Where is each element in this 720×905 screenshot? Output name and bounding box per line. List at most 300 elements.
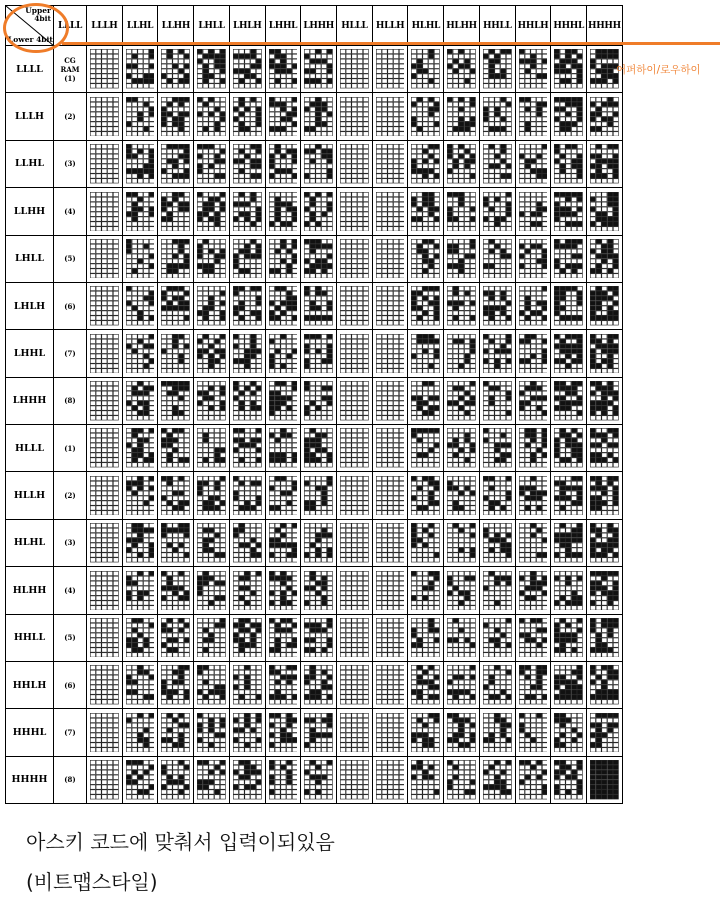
glyph-bitmap (447, 428, 476, 467)
glyph-cell (194, 709, 230, 756)
glyph-cell (408, 567, 444, 614)
row-header: LLLH (6, 93, 54, 140)
glyph-bitmap (304, 476, 333, 515)
glyph-bitmap (233, 97, 262, 136)
glyph-cell (301, 425, 337, 472)
glyph-cell (87, 282, 123, 329)
cgram-cell: (7) (54, 330, 87, 377)
cgram-cell: (3) (54, 519, 87, 566)
glyph-cell (444, 377, 480, 424)
glyph-bitmap (90, 618, 119, 657)
glyph-bitmap (483, 428, 512, 467)
glyph-cell (479, 614, 515, 661)
glyph-cell (229, 377, 265, 424)
glyph-bitmap (197, 49, 226, 88)
glyph-bitmap (554, 239, 583, 278)
glyph-cell (515, 519, 551, 566)
glyph-cell (372, 472, 408, 519)
glyph-bitmap (519, 428, 548, 467)
glyph-cell (158, 235, 194, 282)
column-header: LLLL (54, 6, 87, 46)
glyph-cell (229, 661, 265, 708)
glyph-cell (337, 519, 373, 566)
glyph-bitmap (269, 571, 298, 610)
glyph-cell (444, 709, 480, 756)
glyph-cell (372, 519, 408, 566)
glyph-cell (229, 709, 265, 756)
glyph-bitmap (304, 239, 333, 278)
glyph-cell (408, 282, 444, 329)
glyph-bitmap (411, 192, 440, 231)
glyph-bitmap (519, 713, 548, 752)
glyph-cell (229, 235, 265, 282)
glyph-cell (479, 46, 515, 93)
glyph-bitmap (304, 334, 333, 373)
glyph-bitmap (90, 239, 119, 278)
glyph-bitmap (483, 618, 512, 657)
glyph-bitmap (161, 97, 190, 136)
column-header: HHHL (551, 6, 587, 46)
glyph-bitmap (304, 523, 333, 562)
glyph-cell (408, 235, 444, 282)
row-header: HLLL (6, 425, 54, 472)
glyph-cell (515, 425, 551, 472)
cgram-cell: (2) (54, 472, 87, 519)
glyph-bitmap (483, 476, 512, 515)
glyph-bitmap (126, 713, 155, 752)
glyph-bitmap (126, 334, 155, 373)
glyph-bitmap (269, 665, 298, 704)
glyph-bitmap (340, 523, 369, 562)
glyph-cell (337, 330, 373, 377)
glyph-cell (408, 661, 444, 708)
cgram-cell: (6) (54, 661, 87, 708)
glyph-bitmap (447, 476, 476, 515)
glyph-bitmap (554, 381, 583, 420)
glyph-bitmap (197, 760, 226, 799)
glyph-bitmap (411, 476, 440, 515)
column-header: LLLH (87, 6, 123, 46)
glyph-bitmap (233, 571, 262, 610)
glyph-bitmap (554, 523, 583, 562)
glyph-bitmap (376, 49, 405, 88)
glyph-cell (551, 519, 587, 566)
glyph-bitmap (376, 286, 405, 325)
glyph-cell (265, 282, 301, 329)
glyph-bitmap (519, 239, 548, 278)
glyph-bitmap (519, 476, 548, 515)
glyph-cell (372, 709, 408, 756)
glyph-cell (301, 519, 337, 566)
glyph-cell (551, 282, 587, 329)
glyph-cell (337, 46, 373, 93)
glyph-bitmap (233, 618, 262, 657)
row-header: LLLL (6, 46, 54, 93)
glyph-bitmap (554, 476, 583, 515)
glyph-cell (194, 661, 230, 708)
column-header: LLHH (158, 6, 194, 46)
glyph-cell (337, 614, 373, 661)
glyph-bitmap (161, 618, 190, 657)
glyph-cell (372, 330, 408, 377)
glyph-bitmap (519, 665, 548, 704)
glyph-bitmap (269, 523, 298, 562)
glyph-bitmap (590, 286, 619, 325)
glyph-bitmap (161, 334, 190, 373)
glyph-bitmap (483, 97, 512, 136)
glyph-cell (158, 140, 194, 187)
glyph-cell (194, 282, 230, 329)
glyph-bitmap (411, 428, 440, 467)
glyph-cell (87, 661, 123, 708)
glyph-bitmap (269, 713, 298, 752)
glyph-cell (551, 188, 587, 235)
glyph-bitmap (126, 428, 155, 467)
glyph-cell (408, 756, 444, 803)
caption-line-1: 아스키 코드에 맞춰서 입력이되있음 (26, 830, 335, 854)
glyph-cell (587, 472, 623, 519)
glyph-bitmap (304, 571, 333, 610)
glyph-cell (587, 377, 623, 424)
glyph-cell (301, 93, 337, 140)
glyph-cell (122, 235, 158, 282)
glyph-cell (194, 425, 230, 472)
glyph-cell (122, 46, 158, 93)
glyph-cell (515, 614, 551, 661)
glyph-bitmap (233, 144, 262, 183)
glyph-cell (301, 567, 337, 614)
glyph-cell (87, 235, 123, 282)
glyph-cell (158, 756, 194, 803)
glyph-cell (229, 330, 265, 377)
glyph-bitmap (90, 334, 119, 373)
cgram-cell: (4) (54, 567, 87, 614)
glyph-cell (515, 709, 551, 756)
glyph-cell (408, 519, 444, 566)
glyph-cell (87, 46, 123, 93)
glyph-cell (372, 567, 408, 614)
glyph-cell (479, 377, 515, 424)
glyph-bitmap (197, 428, 226, 467)
glyph-cell (337, 709, 373, 756)
glyph-bitmap (376, 428, 405, 467)
column-header: HHHH (587, 6, 623, 46)
glyph-bitmap (340, 571, 369, 610)
glyph-bitmap (233, 381, 262, 420)
glyph-cell (479, 709, 515, 756)
glyph-bitmap (447, 286, 476, 325)
glyph-cell (515, 567, 551, 614)
glyph-bitmap (90, 97, 119, 136)
glyph-cell (479, 567, 515, 614)
glyph-cell (229, 46, 265, 93)
glyph-bitmap (483, 334, 512, 373)
glyph-cell (408, 472, 444, 519)
glyph-bitmap (126, 49, 155, 88)
glyph-cell (158, 93, 194, 140)
glyph-cell (265, 519, 301, 566)
glyph-cell (122, 472, 158, 519)
column-header: LLHL (122, 6, 158, 46)
glyph-bitmap (197, 144, 226, 183)
glyph-bitmap (590, 192, 619, 231)
glyph-bitmap (483, 144, 512, 183)
glyph-cell (515, 140, 551, 187)
glyph-cell (158, 377, 194, 424)
glyph-cell (265, 140, 301, 187)
glyph-cell (337, 377, 373, 424)
upper-4bit-label: Upper 4bit (25, 6, 51, 23)
glyph-cell (551, 614, 587, 661)
glyph-cell (444, 188, 480, 235)
glyph-bitmap (340, 618, 369, 657)
glyph-bitmap (447, 381, 476, 420)
glyph-bitmap (376, 523, 405, 562)
glyph-bitmap (304, 286, 333, 325)
glyph-cell (87, 93, 123, 140)
glyph-cell (372, 235, 408, 282)
glyph-bitmap (554, 286, 583, 325)
glyph-bitmap (411, 665, 440, 704)
glyph-cell (515, 235, 551, 282)
glyph-cell (551, 709, 587, 756)
glyph-bitmap (554, 428, 583, 467)
glyph-cell (479, 188, 515, 235)
glyph-bitmap (233, 665, 262, 704)
glyph-cell (479, 235, 515, 282)
glyph-cell (551, 235, 587, 282)
table-row (6, 709, 623, 756)
glyph-bitmap (411, 760, 440, 799)
glyph-bitmap (161, 571, 190, 610)
glyph-cell (229, 188, 265, 235)
glyph-bitmap (233, 334, 262, 373)
glyph-cell (122, 709, 158, 756)
glyph-bitmap (447, 334, 476, 373)
header-row (6, 6, 623, 46)
glyph-bitmap (554, 49, 583, 88)
glyph-cell (158, 46, 194, 93)
glyph-cell (229, 472, 265, 519)
glyph-bitmap (90, 381, 119, 420)
glyph-bitmap (233, 239, 262, 278)
glyph-cell (229, 93, 265, 140)
character-code-table (5, 5, 623, 804)
glyph-bitmap (161, 523, 190, 562)
table-row (6, 235, 623, 282)
cgram-cell: (5) (54, 235, 87, 282)
glyph-cell (587, 661, 623, 708)
glyph-bitmap (233, 713, 262, 752)
glyph-cell (301, 472, 337, 519)
glyph-cell (265, 425, 301, 472)
glyph-bitmap (340, 760, 369, 799)
glyph-cell (337, 472, 373, 519)
cgram-cell: (8) (54, 377, 87, 424)
glyph-bitmap (590, 49, 619, 88)
glyph-cell (408, 188, 444, 235)
glyph-bitmap (447, 97, 476, 136)
glyph-cell (87, 567, 123, 614)
glyph-cell (158, 661, 194, 708)
glyph-bitmap (554, 713, 583, 752)
glyph-bitmap (519, 523, 548, 562)
glyph-cell (515, 661, 551, 708)
row-header: HHHL (6, 709, 54, 756)
glyph-cell (301, 661, 337, 708)
glyph-cell (265, 235, 301, 282)
glyph-bitmap (376, 713, 405, 752)
glyph-bitmap (340, 476, 369, 515)
glyph-bitmap (554, 192, 583, 231)
glyph-bitmap (590, 334, 619, 373)
glyph-cell (265, 46, 301, 93)
glyph-bitmap (376, 144, 405, 183)
row-header: LHHL (6, 330, 54, 377)
glyph-cell (229, 614, 265, 661)
row-header: LLHL (6, 140, 54, 187)
glyph-bitmap (340, 239, 369, 278)
glyph-bitmap (197, 334, 226, 373)
glyph-cell (337, 425, 373, 472)
glyph-bitmap (376, 192, 405, 231)
glyph-cell (194, 140, 230, 187)
glyph-cell (337, 140, 373, 187)
glyph-cell (444, 519, 480, 566)
row-header: LLHH (6, 188, 54, 235)
glyph-bitmap (304, 428, 333, 467)
glyph-cell (122, 140, 158, 187)
glyph-bitmap (447, 618, 476, 657)
glyph-cell (444, 614, 480, 661)
row-header: HLLH (6, 472, 54, 519)
glyph-cell (301, 756, 337, 803)
glyph-cell (372, 282, 408, 329)
cgram-cell: (6) (54, 282, 87, 329)
glyph-bitmap (376, 618, 405, 657)
glyph-cell (194, 46, 230, 93)
glyph-cell (372, 377, 408, 424)
glyph-cell (587, 709, 623, 756)
glyph-cell (479, 472, 515, 519)
table-row (6, 330, 623, 377)
glyph-cell (408, 46, 444, 93)
glyph-cell (444, 140, 480, 187)
glyph-bitmap (90, 192, 119, 231)
glyph-cell (87, 519, 123, 566)
glyph-cell (87, 425, 123, 472)
cgram-cell: (5) (54, 614, 87, 661)
highlight-underline (62, 42, 720, 45)
glyph-cell (87, 140, 123, 187)
glyph-cell (158, 614, 194, 661)
glyph-bitmap (233, 428, 262, 467)
glyph-cell (587, 425, 623, 472)
glyph-bitmap (411, 523, 440, 562)
glyph-cell (587, 756, 623, 803)
glyph-cell (87, 188, 123, 235)
glyph-bitmap (269, 618, 298, 657)
glyph-bitmap (483, 286, 512, 325)
glyph-bitmap (269, 334, 298, 373)
glyph-cell (444, 425, 480, 472)
glyph-bitmap (269, 760, 298, 799)
glyph-cell (515, 282, 551, 329)
glyph-cell (408, 614, 444, 661)
glyph-bitmap (340, 428, 369, 467)
glyph-bitmap (126, 192, 155, 231)
glyph-bitmap (519, 144, 548, 183)
lower-4bit-label: Lower 4bit (8, 35, 53, 44)
cgram-cell: (1) (54, 425, 87, 472)
glyph-cell (122, 330, 158, 377)
glyph-bitmap (590, 428, 619, 467)
glyph-bitmap (126, 144, 155, 183)
glyph-bitmap (519, 49, 548, 88)
glyph-cell (337, 756, 373, 803)
glyph-bitmap (590, 571, 619, 610)
glyph-cell (444, 235, 480, 282)
glyph-cell (444, 472, 480, 519)
table-row (6, 425, 623, 472)
glyph-bitmap (126, 571, 155, 610)
glyph-bitmap (483, 239, 512, 278)
glyph-bitmap (161, 286, 190, 325)
glyph-cell (372, 188, 408, 235)
glyph-cell (158, 472, 194, 519)
table-row (6, 377, 623, 424)
glyph-cell (587, 519, 623, 566)
glyph-bitmap (411, 97, 440, 136)
glyph-cell (265, 93, 301, 140)
glyph-bitmap (197, 192, 226, 231)
glyph-cell (479, 140, 515, 187)
glyph-cell (158, 567, 194, 614)
glyph-bitmap (447, 144, 476, 183)
glyph-cell (337, 93, 373, 140)
glyph-bitmap (126, 760, 155, 799)
glyph-bitmap (590, 760, 619, 799)
glyph-cell (122, 756, 158, 803)
row-header: LHLH (6, 282, 54, 329)
glyph-bitmap (411, 286, 440, 325)
glyph-bitmap (90, 571, 119, 610)
glyph-bitmap (197, 286, 226, 325)
glyph-cell (194, 330, 230, 377)
glyph-bitmap (554, 760, 583, 799)
glyph-bitmap (126, 523, 155, 562)
glyph-bitmap (90, 713, 119, 752)
glyph-bitmap (590, 381, 619, 420)
glyph-cell (265, 614, 301, 661)
glyph-cell (444, 46, 480, 93)
glyph-bitmap (483, 523, 512, 562)
glyph-cell (265, 661, 301, 708)
caption (26, 822, 335, 902)
glyph-cell (587, 282, 623, 329)
glyph-cell (194, 567, 230, 614)
glyph-cell (122, 188, 158, 235)
glyph-cell (408, 709, 444, 756)
glyph-bitmap (447, 760, 476, 799)
glyph-cell (337, 282, 373, 329)
glyph-cell (194, 188, 230, 235)
glyph-bitmap (519, 618, 548, 657)
column-header: HHLL (479, 6, 515, 46)
glyph-bitmap (340, 97, 369, 136)
glyph-bitmap (554, 97, 583, 136)
glyph-cell (229, 425, 265, 472)
